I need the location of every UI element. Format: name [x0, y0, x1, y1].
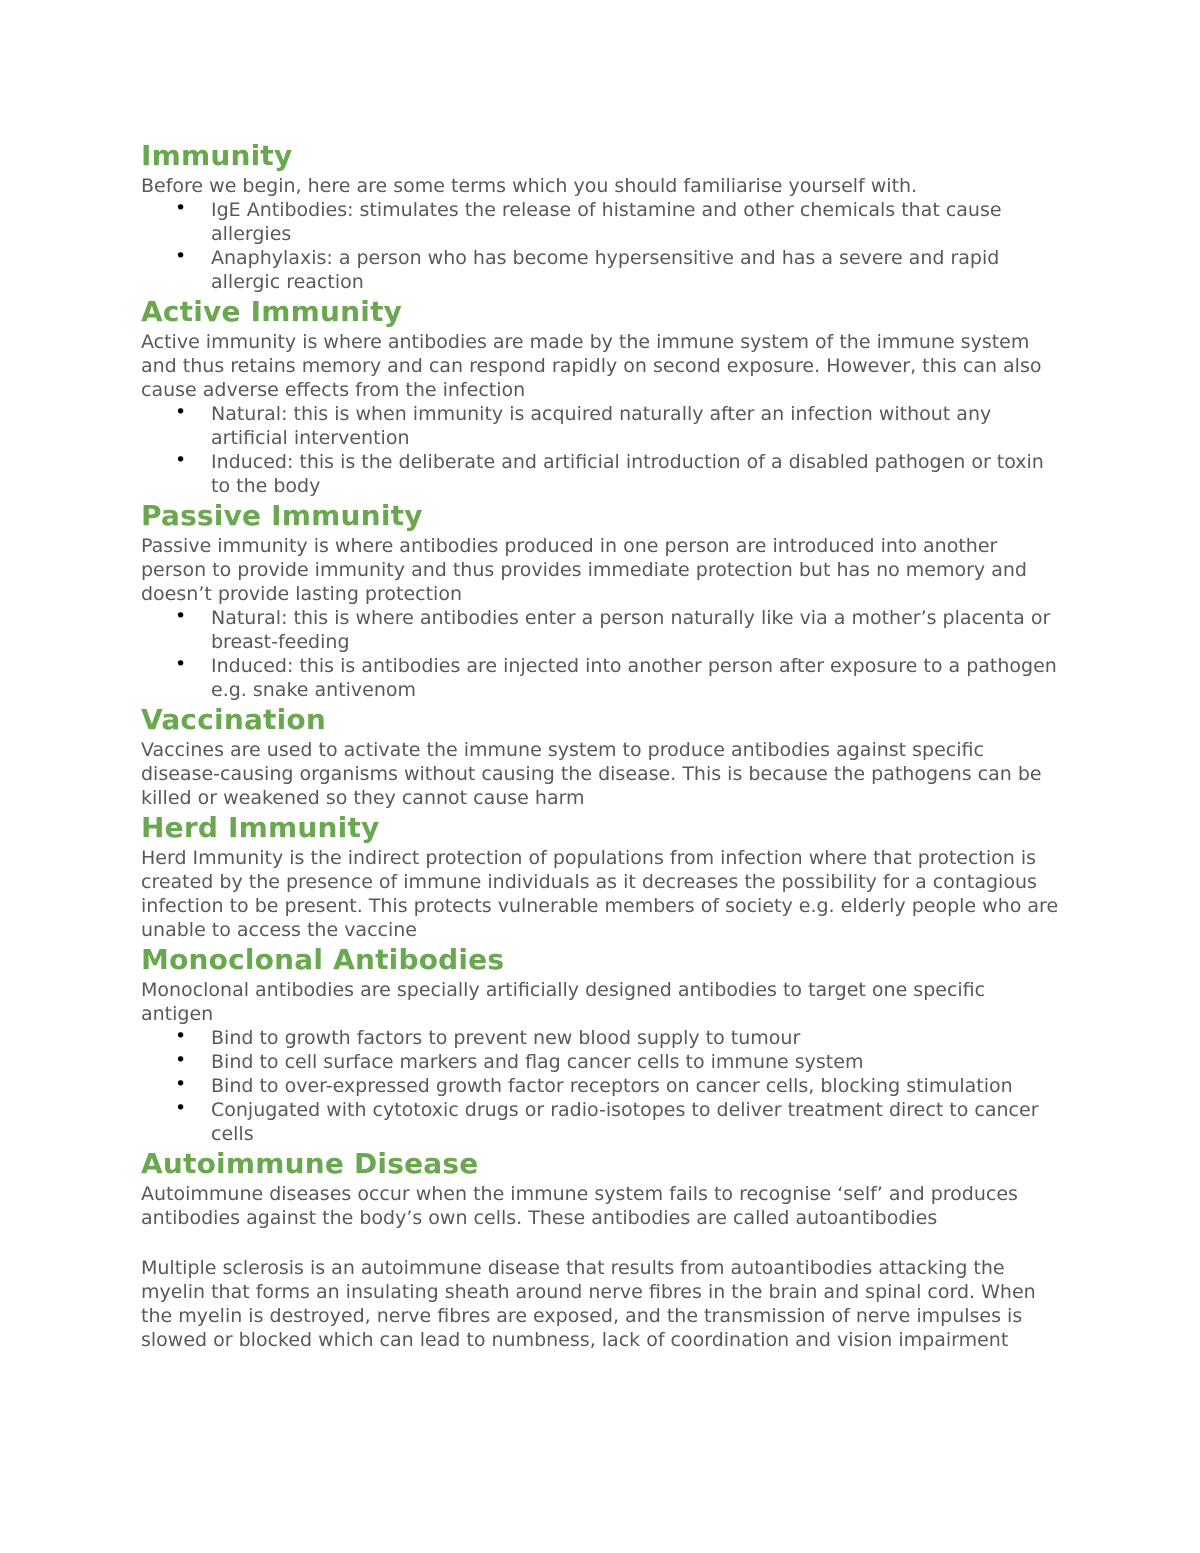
list-item: • Bind to over-expressed growth factor receptors on cancer cells, blocking stimulation [175, 1073, 1013, 1097]
list-item: • Anaphylaxis: a person who has become hypersensitive and has a severe and rapid allergic reaction [175, 245, 1000, 293]
list-item: • Bind to growth factors to prevent new blood supply to tumour [175, 1025, 801, 1049]
bullet-list [141, 198, 1061, 294]
bullet-icon: • [175, 1097, 187, 1119]
bullet-icon: • [175, 449, 187, 471]
bullet-icon: • [175, 401, 187, 423]
list-item: • Induced: this is antibodies are injected into another person after exposure to a pathogen e.g. snake antivenom [175, 653, 1057, 701]
section-monoclonal-antibodies [141, 942, 1061, 1146]
section-paragraph: Herd Immunity is the indirect protection of populations from infection where that protection is created by the presence of immune individuals as it decreases the possibility for a contagious infection to be present. This protects vulnerable members of society e.g. elderly people who are unable to access the vaccine [141, 847, 1059, 941]
section-immunity [141, 138, 1061, 294]
section-active-immunity [141, 294, 1061, 498]
section-paragraph: Vaccines are used to activate the immune system to produce antibodies against specific disease-causing organisms without causing the disease. This is because the pathogens can be killed or weakened so they cannot cause harm [141, 739, 1042, 809]
bullet-icon: • [175, 653, 187, 675]
list-item: • Induced: this is the deliberate and artificial introduction of a disabled pathogen or toxin to the body [175, 449, 1044, 497]
bullet-icon: • [175, 1073, 187, 1095]
bullet-icon: • [175, 1025, 187, 1047]
section-heading: Herd Immunity [141, 811, 380, 844]
section-heading: Passive Immunity [141, 499, 423, 532]
bullet-icon: • [175, 605, 187, 627]
section-paragraph: Active immunity is where antibodies are made by the immune system of the immune system and thus retains memory and can respond rapidly on second exposure. However, this can also cause adverse effects from the infection [141, 331, 1042, 401]
section-paragraph: Autoimmune diseases occur when the immune system fails to recognise ‘self’ and produces antibodies against the body’s own cells. These antibodies are called autoantibodies [141, 1183, 1018, 1229]
section-heading: Vaccination [141, 703, 327, 736]
list-item: • Conjugated with cytotoxic drugs or radio-isotopes to deliver treatment direct to cancer cells [175, 1097, 1039, 1145]
bullet-list [141, 606, 1061, 702]
section-passive-immunity [141, 498, 1061, 702]
section-heading: Immunity [141, 139, 293, 172]
bullet-icon: • [175, 245, 187, 267]
section-vaccination [141, 702, 1061, 810]
bullet-list [141, 1026, 1061, 1146]
section-heading: Active Immunity [141, 295, 403, 328]
bullet-icon: • [175, 197, 187, 219]
section-herd-immunity [141, 810, 1061, 942]
list-item: • IgE Antibodies: stimulates the release of histamine and other chemicals that cause allergies [175, 197, 1002, 245]
section-paragraph: Multiple sclerosis is an autoimmune disease that results from autoantibodies attacking the myelin that forms an insulating sheath around nerve fibres in the brain and spinal cord. When the myelin is destroyed, nerve fibres are exposed, and the transmission of nerve impulses is slowed or blocked which can lead to numbness, lack of coordination and vision impairment [141, 1257, 1036, 1351]
section-paragraph: Monoclonal antibodies are specially artificially designed antibodies to target one specific antigen [141, 979, 986, 1025]
list-item: • Natural: this is where antibodies enter a person naturally like via a mother’s placenta or breast-feeding [175, 605, 1051, 653]
bullet-list [141, 402, 1061, 498]
document-page [141, 138, 1061, 1352]
paragraph-spacer [141, 1230, 1061, 1256]
section-paragraph: Passive immunity is where antibodies produced in one person are introduced into another person to provide immunity and thus provides immediate protection but has no memory and doesn’t provide lasting protection [141, 535, 1027, 605]
section-autoimmune-disease [141, 1146, 1061, 1352]
list-item: • Bind to cell surface markers and flag cancer cells to immune system [175, 1049, 864, 1073]
section-heading: Monoclonal Antibodies [141, 943, 505, 976]
section-paragraph: Before we begin, here are some terms which you should familiarise yourself with. [141, 175, 918, 197]
list-item: • Natural: this is when immunity is acquired naturally after an infection without any artificial intervention [175, 401, 992, 449]
bullet-icon: • [175, 1049, 187, 1071]
section-heading: Autoimmune Disease [141, 1147, 479, 1180]
